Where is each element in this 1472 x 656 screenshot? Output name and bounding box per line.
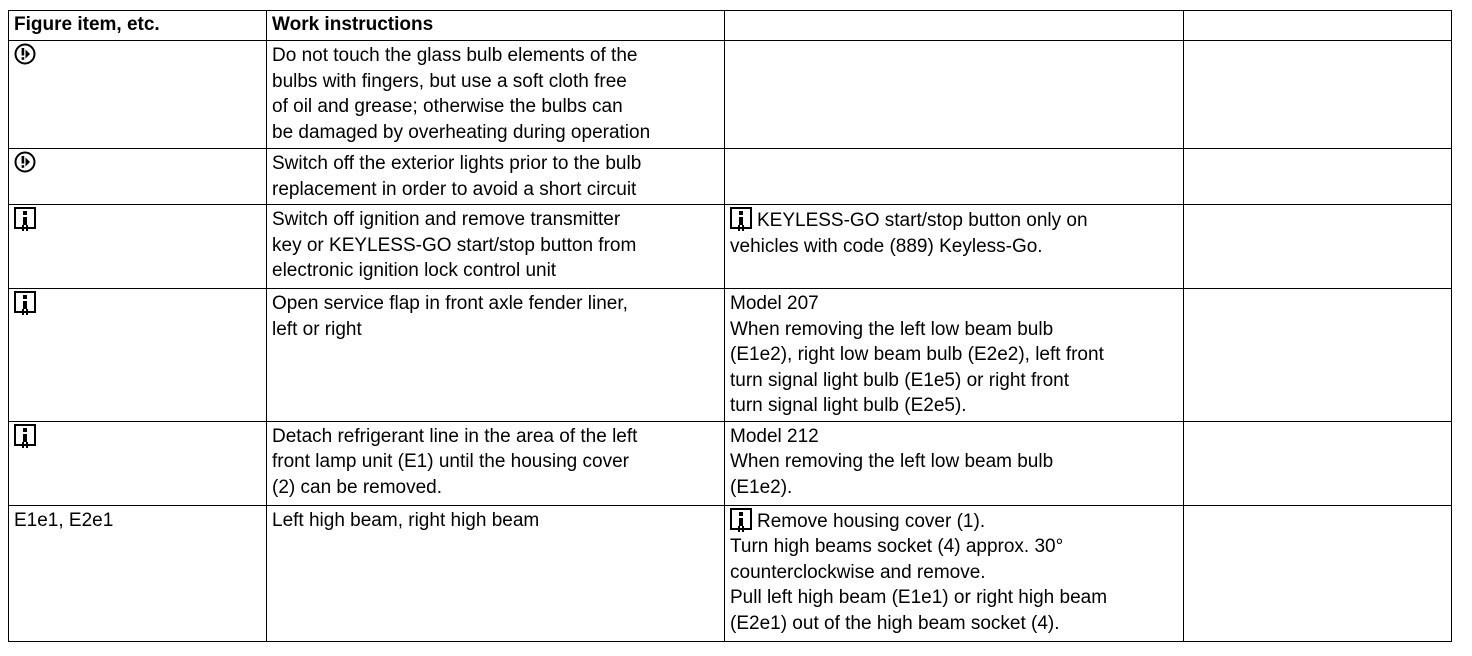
- info-icon: [14, 424, 36, 446]
- figure-item-cell: [9, 505, 267, 641]
- table-row: [9, 41, 1452, 149]
- table-row: [9, 149, 1452, 205]
- extra-cell: [1184, 41, 1452, 149]
- info-icon: [730, 207, 752, 229]
- info-icon: [14, 207, 36, 229]
- instruction-line: front lamp unit (E1) until the housing cover: [272, 451, 629, 472]
- note-line: [730, 508, 1178, 535]
- note-cell: [725, 505, 1184, 641]
- note-line: counterclockwise and remove.: [730, 561, 986, 583]
- instruction-line: (2) can be removed.: [272, 476, 443, 498]
- note-line: (E1e2), right low beam bulb (E2e2), left front: [730, 344, 1104, 365]
- extra-cell: [1184, 421, 1452, 505]
- caution-icon: [14, 43, 36, 65]
- note-line: vehicles with code (889) Keyless-Go.: [730, 235, 1043, 257]
- table-row: [9, 505, 1452, 641]
- header-figure-item: Figure item, etc.: [9, 11, 267, 41]
- note-text: Remove housing cover (1).: [757, 510, 986, 532]
- instruction-line: be damaged by overheating during operation: [272, 121, 651, 143]
- instruction-line: bulbs with fingers, but use a soft cloth free: [272, 70, 627, 92]
- header-notes: [725, 11, 1184, 41]
- note-line: Pull left high beam (E1e1) or right high beam: [730, 587, 1108, 608]
- note-line: [730, 207, 1178, 234]
- info-icon: [730, 508, 752, 530]
- extra-cell: [1184, 205, 1452, 289]
- note-line: When removing the left low beam bulb: [730, 451, 1054, 472]
- figure-item-label: E1e1, E2e1: [14, 509, 114, 531]
- instruction-line: of oil and grease; otherwise the bulbs can: [272, 96, 623, 117]
- extra-cell: [1184, 505, 1452, 641]
- figure-item-cell: [9, 205, 267, 289]
- note-cell: [725, 205, 1184, 289]
- extra-cell: [1184, 149, 1452, 205]
- instruction-line: Switch off ignition and remove transmitter: [272, 209, 621, 230]
- note-line: turn signal light bulb (E1e5) or right front: [730, 369, 1070, 391]
- note-line: Turn high beams socket (4) approx. 30°: [730, 536, 1064, 557]
- note-line: (E1e2).: [730, 476, 793, 498]
- header-extra: [1184, 11, 1452, 41]
- work-instruction-cell: [267, 421, 725, 505]
- note-cell: [725, 289, 1184, 422]
- note-line: Model 207: [730, 293, 819, 314]
- note-cell: [725, 421, 1184, 505]
- work-instruction-cell: [267, 289, 725, 422]
- instruction-line: Switch off the exterior lights prior to the bulb: [272, 153, 642, 174]
- table-row: [9, 205, 1452, 289]
- figure-item-cell: [9, 41, 267, 149]
- instruction-line: Detach refrigerant line in the area of the left: [272, 425, 638, 447]
- note-line: Model 212: [730, 425, 819, 447]
- table-row: [9, 421, 1452, 505]
- note-cell: [725, 149, 1184, 205]
- instruction-line: Do not touch the glass bulb elements of the: [272, 45, 638, 66]
- note-line: turn signal light bulb (E2e5).: [730, 395, 967, 416]
- table-row: [9, 289, 1452, 422]
- instruction-line: left or right: [272, 318, 362, 340]
- work-instructions-table: [8, 10, 1452, 642]
- info-icon: [14, 291, 36, 313]
- figure-item-cell: [9, 149, 267, 205]
- instruction-line: Open service flap in front axle fender liner,: [272, 293, 628, 314]
- caution-icon: [14, 151, 36, 173]
- figure-item-cell: [9, 289, 267, 422]
- header-row: [9, 11, 1452, 41]
- note-line: When removing the left low beam bulb: [730, 318, 1054, 340]
- work-instruction-cell: [267, 41, 725, 149]
- instruction-line: key or KEYLESS-GO start/stop button from: [272, 234, 637, 256]
- instruction-line: Left high beam, right high beam: [272, 509, 540, 531]
- header-work-instructions: Work instructions: [267, 11, 725, 41]
- work-instruction-cell: [267, 505, 725, 641]
- note-cell: [725, 41, 1184, 149]
- note-line: (E2e1) out of the high beam socket (4).: [730, 612, 1060, 634]
- extra-cell: [1184, 289, 1452, 422]
- instruction-line: electronic ignition lock control unit: [272, 260, 557, 281]
- work-instruction-cell: [267, 205, 725, 289]
- instruction-line: replacement in order to avoid a short circuit: [272, 178, 637, 200]
- figure-item-cell: [9, 421, 267, 505]
- work-instruction-cell: [267, 149, 725, 205]
- note-text: KEYLESS-GO start/stop button only on: [757, 210, 1088, 231]
